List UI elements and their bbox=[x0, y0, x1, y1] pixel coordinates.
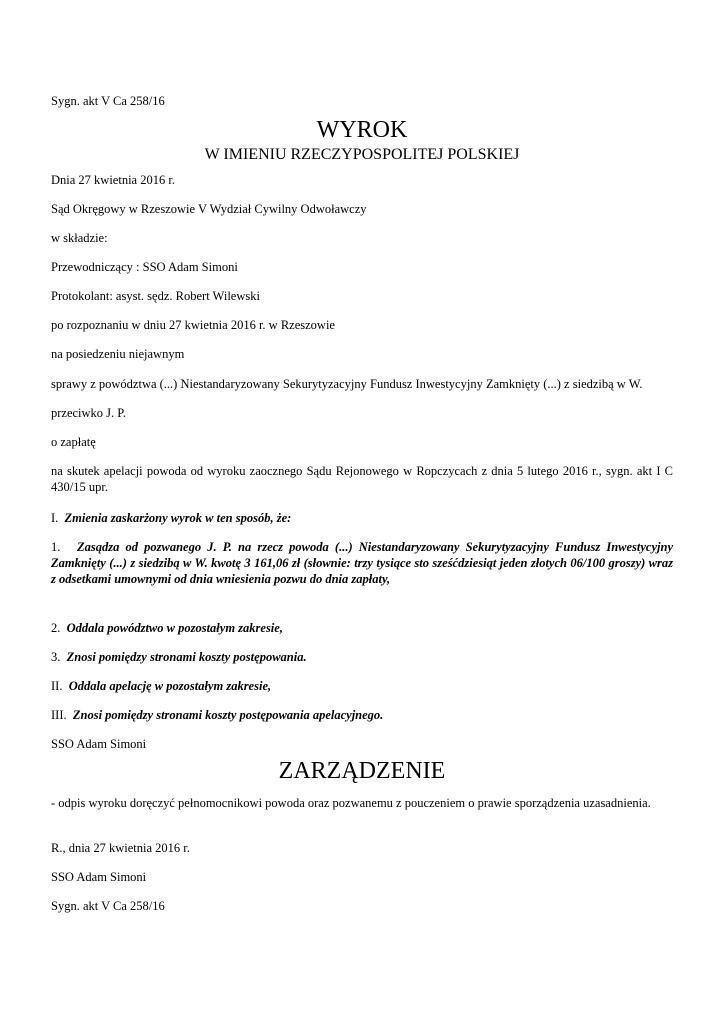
hearing-info: po rozpoznaniu w dniu 27 kwietnia 2016 r. w Rzeszowie bbox=[51, 318, 335, 332]
point-1-1 bbox=[51, 539, 673, 587]
case-number-footer: Sygn. akt V Ca 258/16 bbox=[51, 899, 165, 913]
point-1-number: I. bbox=[51, 511, 59, 525]
point-1-1-number: 1. bbox=[51, 540, 61, 554]
point-1-3-number: 3. bbox=[51, 650, 61, 664]
point-1 bbox=[51, 510, 673, 526]
point-1-3-text: Znosi pomiędzy stronami koszty postępowania. bbox=[66, 650, 307, 664]
court-clerk: Protokolant: asyst. sędz. Robert Wilewski bbox=[51, 289, 260, 303]
point-1-2-text: Oddala powództwo w pozostałym zakresie, bbox=[66, 621, 283, 635]
judgment-date: Dnia 27 kwietnia 2016 r. bbox=[51, 173, 175, 187]
case-defendant: przeciwko J. P. bbox=[51, 406, 126, 420]
appeal-paragraph: na skutek apelacji powoda od wyroku zaocznego Sądu Rejonowego w Ropczycach z dnia 5 lutego 2016 r., sygn. akt I C 430/15 upr. bbox=[51, 464, 673, 494]
point-2-text: Oddala apelację w pozostałym zakresie, bbox=[68, 679, 272, 693]
order-signature: SSO Adam Simoni bbox=[51, 870, 147, 884]
point-3-number: III. bbox=[51, 708, 67, 722]
presiding-judge: Przewodniczący : SSO Adam Simoni bbox=[51, 260, 238, 274]
case-number-header: Sygn. akt V Ca 258/16 bbox=[51, 94, 165, 108]
point-3-text: Znosi pomiędzy stronami koszty postępowania apelacyjnego. bbox=[72, 708, 384, 722]
point-1-3 bbox=[51, 649, 673, 665]
point-1-1-text: Zasądza od pozwanego J. P. na rzecz powoda (...) Niestandaryzowany Sekurytyzacyjny Fundusz Inwestycyjny Zamknięty (...) z siedzibą w W. kwotę 3 161,06 zł (słownie: trzy tysiące sto sześćdziesiąt jeden złotych 06/100 groszy) wraz z odsetkami umownymi od dnia wniesienia pozwu do dnia zapłaty, bbox=[51, 540, 673, 586]
point-1-text: Zmienia zaskarżony wyrok w ten sposób, że: bbox=[64, 511, 292, 525]
court-name: Sąd Okręgowy w Rzeszowie V Wydział Cywilny Odwoławczy bbox=[51, 202, 367, 216]
case-subject: o zapłatę bbox=[51, 435, 96, 449]
point-1-2 bbox=[51, 620, 673, 636]
composition-label: w składzie: bbox=[51, 231, 108, 245]
judgment-subtitle: W IMIENIU RZECZYPOSPOLITEJ POLSKIEJ bbox=[204, 146, 520, 163]
judgment-title: WYROK bbox=[316, 117, 408, 143]
session-type: na posiedzeniu niejawnym bbox=[51, 347, 185, 361]
point-3 bbox=[51, 707, 673, 723]
point-2 bbox=[51, 678, 673, 694]
order-instruction: - odpis wyroku doręczyć pełnomocnikowi powoda oraz pozwanemu z pouczeniem o prawie sporządzenia uzasadnienia. bbox=[51, 796, 651, 810]
case-plaintiff: sprawy z powództwa (...) Niestandaryzowany Sekurytyzacyjny Fundusz Inwestycyjny Zamknięty (...) z siedzibą w W. bbox=[51, 377, 643, 391]
judgment-signature: SSO Adam Simoni bbox=[51, 737, 147, 751]
order-title: ZARZĄDZENIE bbox=[278, 758, 446, 784]
point-2-number: II. bbox=[51, 679, 63, 693]
order-place-date: R., dnia 27 kwietnia 2016 r. bbox=[51, 841, 190, 855]
document-page bbox=[51, 0, 673, 1024]
point-1-2-number: 2. bbox=[51, 621, 61, 635]
